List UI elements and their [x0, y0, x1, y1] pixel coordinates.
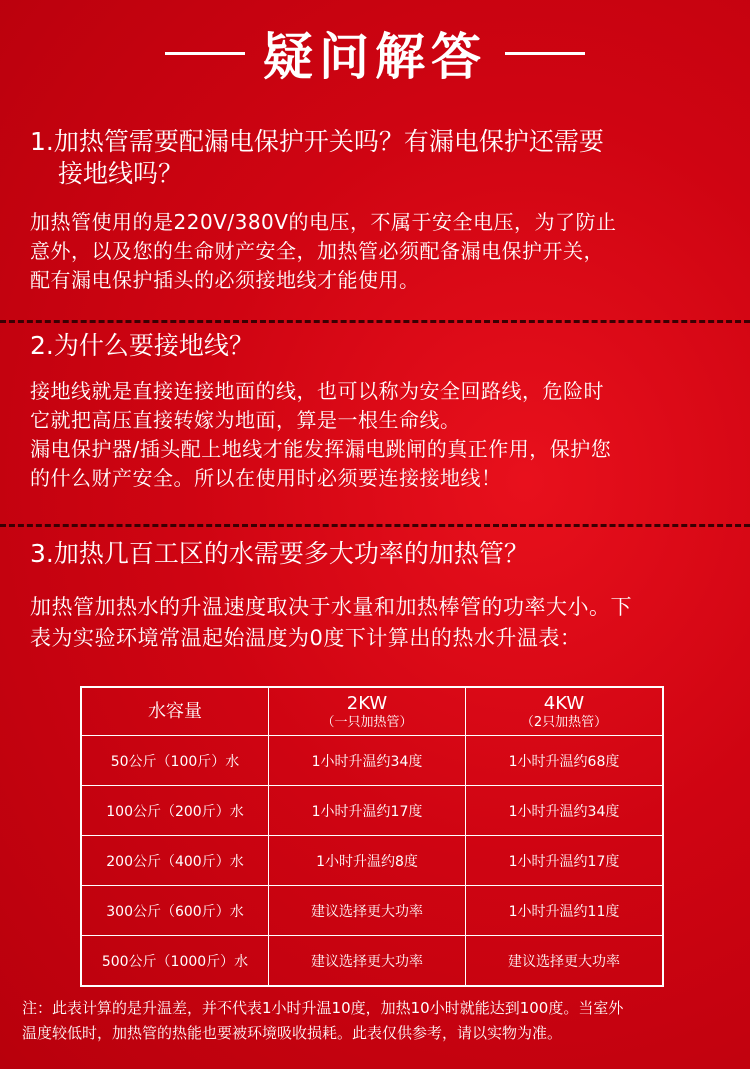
cell-capacity: 100公斤（200斤）水 — [81, 786, 269, 836]
question-2: 2.为什么要接地线？ — [30, 331, 254, 360]
footnote-line-1: 注：此表计算的是升温差，并不代表1小时升温10度，加热10小时就能达到100度。当室外 — [22, 999, 624, 1017]
header-water-capacity — [81, 687, 269, 736]
cell-4kw: 建议选择更大功率 — [466, 936, 664, 987]
answer-3-line-2: 表为实验环境常温起始温度为0度下计算出的热水升温表： — [30, 626, 582, 650]
cell-capacity: 50公斤（100斤）水 — [81, 736, 269, 786]
header-water-capacity-label: 水容量 — [148, 700, 202, 722]
title-right-rule — [505, 52, 585, 55]
question-3: 3.加热几百工区的水需要多大功率的加热管？ — [30, 539, 529, 568]
table-row — [81, 886, 663, 936]
answer-1-line-2: 意外，以及您的生命财产安全，加热管必须配备漏电保护开关， — [30, 239, 604, 263]
table-row — [81, 736, 663, 786]
question-1-line-2: 接地线吗？ — [58, 159, 184, 188]
header-2kw — [269, 687, 466, 736]
cell-4kw: 1小时升温约68度 — [466, 736, 664, 786]
cell-2kw: 1小时升温约8度 — [269, 836, 466, 886]
answer-2-line-2: 它就把高压直接转嫁为地面，算是一根生命线。 — [30, 408, 461, 432]
cell-4kw: 1小时升温约34度 — [466, 786, 664, 836]
page-title: 疑问解答 — [263, 28, 487, 86]
header-4kw-sublabel: （2只加热管） — [520, 714, 608, 730]
answer-1 — [30, 208, 725, 295]
answer-3-line-1: 加热管加热水的升温速度取决于水量和加热棒管的功率大小。下 — [30, 595, 632, 619]
section-divider-1 — [0, 320, 750, 323]
answer-1-line-1: 加热管使用的是220V/380V的电压，不属于安全电压，为了防止 — [30, 210, 617, 234]
question-1 — [30, 126, 720, 190]
answer-2-line-3: 漏电保护器/插头配上地线才能发挥漏电跳闸的真正作用，保护您 — [30, 437, 612, 461]
footnote — [22, 996, 734, 1046]
table-row — [81, 786, 663, 836]
footnote-line-2: 温度较低时，加热管的热能也要被环境吸收损耗。此表仅供参考，请以实物为准。 — [22, 1024, 563, 1042]
table-header-row — [81, 687, 663, 736]
answer-1-line-3: 配有漏电保护插头的必须接地线才能使用。 — [30, 268, 420, 292]
answer-3 — [30, 592, 725, 654]
header-4kw-label: 4KW — [543, 692, 585, 714]
cell-capacity: 300公斤（600斤）水 — [81, 886, 269, 936]
answer-2 — [30, 377, 725, 493]
header-2kw-label: 2KW — [346, 692, 388, 714]
cell-2kw: 1小时升温约17度 — [269, 786, 466, 836]
table-row — [81, 936, 663, 987]
header-4kw — [466, 687, 664, 736]
cell-capacity: 200公斤（400斤）水 — [81, 836, 269, 886]
heating-rate-table — [80, 686, 664, 987]
table-row — [81, 836, 663, 886]
answer-2-line-1: 接地线就是直接连接地面的线，也可以称为安全回路线，危险时 — [30, 379, 604, 403]
cell-2kw: 建议选择更大功率 — [269, 886, 466, 936]
cell-4kw: 1小时升温约17度 — [466, 836, 664, 886]
page-header — [0, 18, 750, 88]
cell-4kw: 1小时升温约11度 — [466, 886, 664, 936]
cell-2kw: 1小时升温约34度 — [269, 736, 466, 786]
answer-2-line-4: 的什么财产安全。所以在使用时必须要连接接地线！ — [30, 466, 502, 490]
question-1-line-1: 1.加热管需要配漏电保护开关吗？有漏电保护还需要 — [30, 127, 604, 156]
cell-capacity: 500公斤（1000斤）水 — [81, 936, 269, 987]
section-divider-2 — [0, 524, 750, 527]
cell-2kw: 建议选择更大功率 — [269, 936, 466, 987]
header-2kw-sublabel: （一只加热管） — [321, 714, 413, 730]
title-left-rule — [165, 52, 245, 55]
